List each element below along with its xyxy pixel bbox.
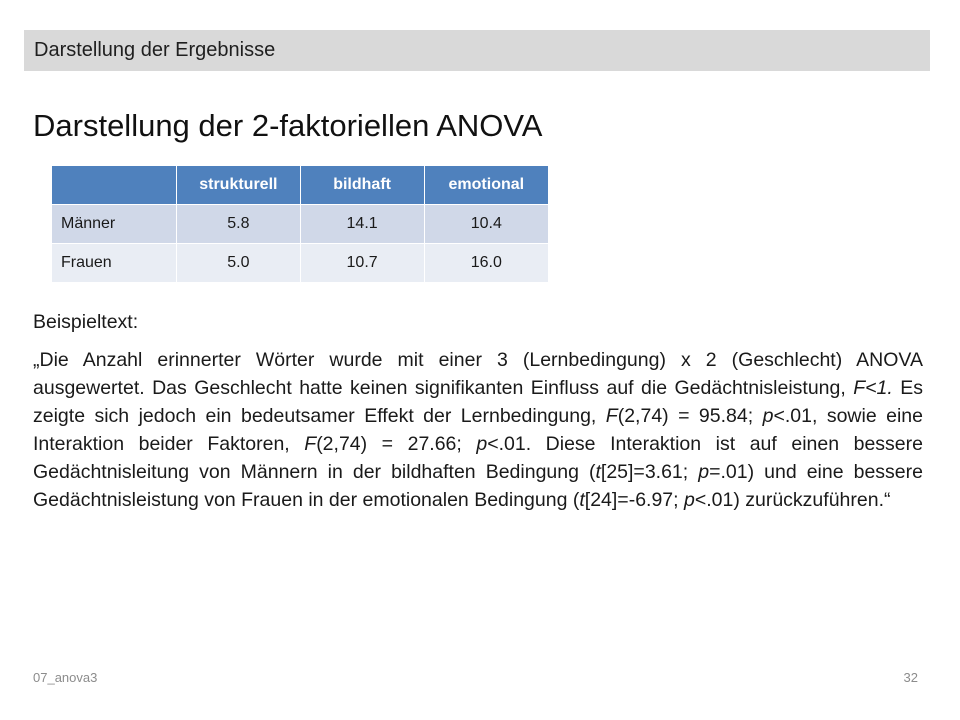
table-cell: 14.1 (300, 205, 424, 244)
quote-text: [25]=3.61; (600, 461, 699, 483)
table-cell: 10.7 (300, 244, 424, 283)
quote-text: „Die Anzahl erinnerter Wörter wurde mit einer 3 (Lernbedingung) x 2 (Geschlecht) ANOVA ausgewertet. Das Geschlecht hatte keinen signifikanten Einfluss auf die Gedächtnisleistung, (33, 349, 923, 399)
table-header-bildhaft: bildhaft (300, 166, 424, 205)
body-text (33, 308, 923, 514)
example-quote (33, 346, 923, 514)
quote-text: <.01) zurückzuführen.“ (694, 489, 891, 511)
table-cell: 16.0 (424, 244, 548, 283)
table-row-label: Männer (52, 205, 177, 244)
example-lead: Beispieltext: (33, 311, 139, 333)
quote-text: [24]=-6.97; (584, 489, 684, 511)
quote-stat-italic: p (683, 489, 695, 511)
table-row-label: Frauen (52, 244, 177, 283)
quote-text: <.01. Diese Interaktion ist auf einen bessere Gedächtnisleitung von Männern in der bildhaften Bedingung ( (33, 433, 923, 483)
quote-text: (2,74) = 27.66; (316, 433, 477, 455)
table-cell: 5.0 (177, 244, 300, 283)
section-title: Darstellung der Ergebnisse (34, 39, 276, 61)
quote-stat-italic: F<1. (853, 377, 893, 399)
quote-text: Es zeigte sich jedoch ein bedeutsamer Effekt der Lernbedingung, (33, 377, 923, 427)
footer-filename: 07_anova3 (33, 670, 98, 685)
table-header-strukturell: strukturell (177, 166, 300, 205)
quote-stat-italic: p (762, 405, 774, 427)
quote-text: (2,74) = 95.84; (617, 405, 763, 427)
table-header-corner (52, 166, 177, 205)
quote-stat-italic: F (304, 433, 317, 455)
page-number: 32 (903, 670, 918, 685)
section-header-bar (24, 30, 930, 71)
quote-stat-italic: t (595, 461, 601, 483)
quote-stat-italic: t (579, 489, 585, 511)
quote-stat-italic: p (698, 461, 710, 483)
slide-title: Darstellung der 2-faktoriellen ANOVA (33, 108, 543, 143)
quote-stat-italic: F (605, 405, 618, 427)
quote-text: =.01) und eine bessere Gedächtnisleistung von Frauen in der emotionalen Bedingung ( (33, 461, 923, 511)
quote-text: <.01, sowie eine Interaktion beider Faktoren, (33, 405, 923, 455)
results-table (52, 166, 548, 282)
table-header-emotional: emotional (424, 166, 548, 205)
table-row (52, 205, 548, 244)
table-cell: 10.4 (424, 205, 548, 244)
table-cell: 5.8 (177, 205, 300, 244)
table-row (52, 244, 548, 283)
quote-stat-italic: p (476, 433, 488, 455)
table-header-row (52, 166, 548, 205)
